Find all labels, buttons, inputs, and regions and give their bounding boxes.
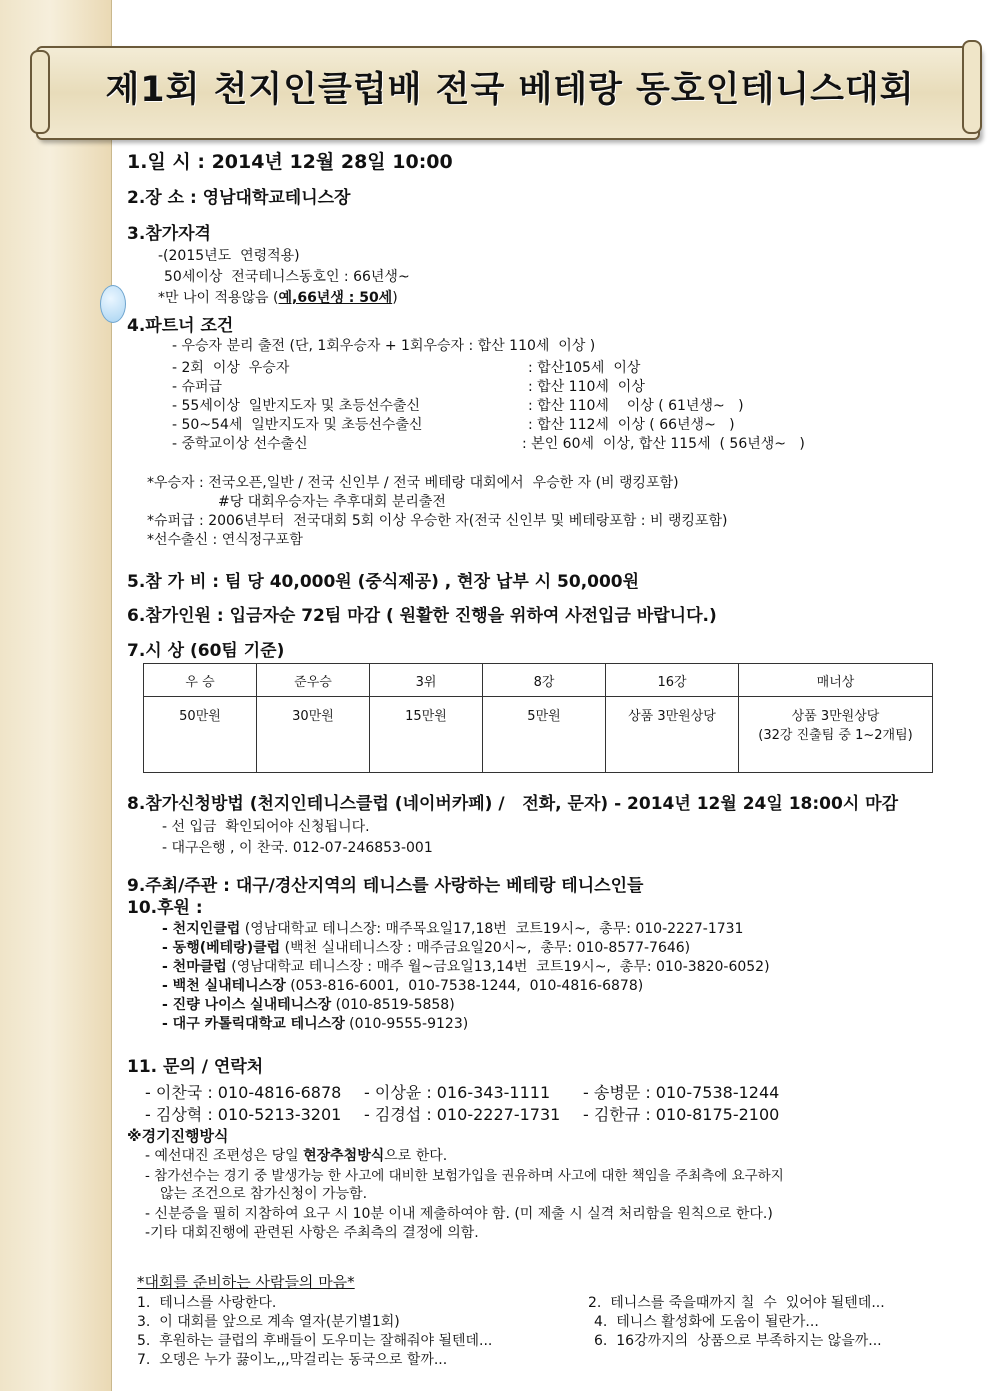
partner-note: *우승자 : 전국오픈,일반 / 전국 신인부 / 전국 베테랑 대회에서 우승한 자 (비 랭킹포함)	[147, 475, 679, 491]
footer-item: 3. 이 대회를 앞으로 계속 열자(분기별1회)	[137, 1314, 400, 1330]
rules-line: - 신분증을 필히 지참하여 요구 시 10분 이내 제출하여야 함. (미 제출 시 실격 처리함을 원칙으로 한다.)	[145, 1206, 773, 1222]
section-contact-head: 11. 문의 / 연락처	[127, 1057, 264, 1077]
footer-item: 4. 테니스 활성화에 도움이 될란가...	[594, 1314, 819, 1330]
partner-condition: - 55세이상 일반지도자 및 초등선수출신	[172, 398, 420, 414]
table-cell: 15만원	[370, 697, 483, 773]
table-cell: 50만원	[144, 697, 257, 773]
scroll-right-icon	[962, 40, 982, 134]
contact-item: - 김한규 : 010-8175-2100	[583, 1105, 780, 1124]
rules-line: - 참가선수는 경기 중 발생가능 한 사고에 대비한 보험가입을 권유하며 사고에 대한 책임을 주최측에 요구하지	[145, 1168, 784, 1184]
sponsor-item: - 진량 나이스 실내테니스장 (010-8519-5858)	[162, 997, 455, 1013]
partner-condition: - 50~54세 일반지도자 및 초등선수출신	[172, 417, 423, 433]
rules-head: ※경기진행방식	[127, 1127, 229, 1145]
sponsor-item: - 천마클럽 (영남대학교 테니스장 : 매주 월~금요일13,14번 코트19시~, 총무: 010-3820-6052)	[162, 959, 770, 975]
table-row	[144, 697, 933, 773]
side-decoration	[0, 0, 111, 1391]
table-header: 우 승	[144, 664, 257, 697]
footer-item: 6. 16강까지의 상품으로 부족하지는 않을까...	[594, 1333, 882, 1349]
partner-condition: - 중학교이상 선수출신	[172, 436, 308, 452]
table-header: 매너상	[739, 664, 933, 697]
partner-value: : 합산 110세 이상	[528, 379, 645, 395]
partner-value: : 합산 112세 이상 ( 66년생~ )	[528, 417, 735, 433]
partner-value: : 본인 60세 이상, 합산 115세 ( 56년생~ )	[522, 436, 805, 452]
manner-prize-sub: (32강 진출팀 중 1~2개팀)	[758, 728, 913, 743]
table-cell: 30만원	[257, 697, 370, 773]
section-venue: 2.장 소 : 영남대학교테니스장	[127, 188, 351, 208]
scroll-left-icon	[30, 50, 50, 134]
table-header: 8강	[483, 664, 606, 697]
section-eligibility-head: 3.참가자격	[127, 224, 211, 244]
apply-line: - 대구은행 , 이 찬국. 012-07-246853-001	[162, 840, 433, 856]
table-header: 3위	[370, 664, 483, 697]
contact-item: - 이상윤 : 016-343-1111	[364, 1083, 551, 1102]
apply-line: - 선 입금 확인되어야 신청됩니다.	[162, 819, 370, 835]
footer-item: 1. 테니스를 사랑한다.	[137, 1295, 277, 1311]
contact-item: - 이찬국 : 010-4816-6878	[145, 1083, 342, 1102]
prize-table	[143, 663, 933, 773]
section-apply-head: 8.참가신청방법 (천지인테니스클럽 (네이버카페) / 전화, 문자) - 2014년 12월 24일 18:00시 마감	[127, 794, 899, 814]
partner-note: *선수출신 : 연식정구포함	[147, 532, 303, 548]
partner-condition: - 슈퍼급	[172, 379, 223, 395]
rules-line: - 예선대진 조편성은 당일 현장추첨방식으로 한다.	[145, 1148, 448, 1164]
contact-item: - 김상혁 : 010-5213-3201	[145, 1105, 342, 1124]
section-date: 1.일 시 : 2014년 12월 28일 10:00	[127, 151, 453, 173]
sponsor-item: - 천지인클럽 (영남대학교 테니스장: 매주목요일17,18번 코트19시~, 총무: 010-2227-1731	[162, 921, 744, 937]
footer-item: 7. 오뎅은 누가 끓이노,,,막걸리는 동국으로 할까...	[137, 1352, 448, 1368]
table-cell: 상품 3만원상당	[606, 697, 739, 773]
sponsor-item: - 대구 카톨릭대학교 테니스장 (010-9555-9123)	[162, 1016, 469, 1032]
section-partner-head: 4.파트너 조건	[127, 316, 234, 336]
eligibility-note: *만 나이 적용않음 (예,66년생 : 50세)	[158, 290, 398, 306]
contact-item: - 김경섭 : 010-2227-1731	[364, 1105, 561, 1124]
section-fee: 5.참 가 비 : 팀 당 40,000원 (중식제공) , 현장 납부 시 50,000원	[127, 572, 640, 592]
section-sponsor-head: 10.후원 :	[127, 898, 203, 918]
partner-value: : 합산 110세 이상 ( 61년생~ )	[528, 398, 744, 414]
sponsor-item: - 백천 실내테니스장 (053-816-6001, 010-7538-1244, 010-4816-6878)	[162, 978, 644, 994]
table-row	[144, 664, 933, 697]
section-host: 9.주최/주관 : 대구/경산지역의 테니스를 사랑하는 베테랑 테니스인들	[127, 876, 644, 896]
table-header: 16강	[606, 664, 739, 697]
sponsor-item: - 동행(베테랑)클럽 (백천 실내테니스장 : 매주금요일20시~, 총무: 010-8577-7646)	[162, 940, 691, 956]
contact-item: - 송병문 : 010-7538-1244	[583, 1083, 780, 1102]
side-border	[111, 0, 112, 1391]
partner-note: *슈퍼급 : 2006년부터 전국대회 5회 이상 우승한 자(전국 신인부 및 베테랑포함 : 비 랭킹포함)	[147, 513, 728, 529]
page-title: 제1회 천지인클럽배 전국 베테랑 동호인테니스대회	[105, 70, 915, 110]
footer-head: *대회를 준비하는 사람들의 마음*	[137, 1273, 355, 1291]
manner-prize: 상품 3만원상당	[791, 709, 880, 724]
partner-value: : 합산105세 이상	[528, 360, 641, 376]
rules-line: 않는 조건으로 참가신청이 가능함.	[160, 1186, 368, 1202]
eligibility-line: 50세이상 전국테니스동호인 : 66년생~	[164, 269, 410, 285]
bullet-oval-icon	[100, 285, 126, 323]
eligibility-line: -(2015년도 연령적용)	[158, 248, 300, 264]
footer-item: 5. 후원하는 클럽의 후배들이 도우미는 잘해줘야 될텐데...	[137, 1333, 493, 1349]
rules-line: -기타 대회진행에 관련된 사항은 주최측의 결정에 의함.	[145, 1225, 479, 1241]
footer-item: 2. 테니스를 죽을때까지 칠 수 있어야 될텐데...	[588, 1295, 885, 1311]
partner-line: - 우승자 분리 출전 (단, 1회우승자 + 1회우승자 : 합산 110세 이상 )	[172, 338, 596, 354]
section-participants: 6.참가인원 : 입금자순 72팀 마감 ( 원활한 진행을 위하여 사전입금 바랍니다.)	[127, 606, 717, 626]
table-cell: 5만원	[483, 697, 606, 773]
partner-condition: - 2회 이상 우승자	[172, 360, 290, 376]
partner-note: #당 대회우승자는 추후대회 분리출전	[218, 494, 446, 510]
section-prize-head: 7.시 상 (60팀 기준)	[127, 641, 285, 661]
table-header: 준우승	[257, 664, 370, 697]
table-cell	[739, 697, 933, 773]
